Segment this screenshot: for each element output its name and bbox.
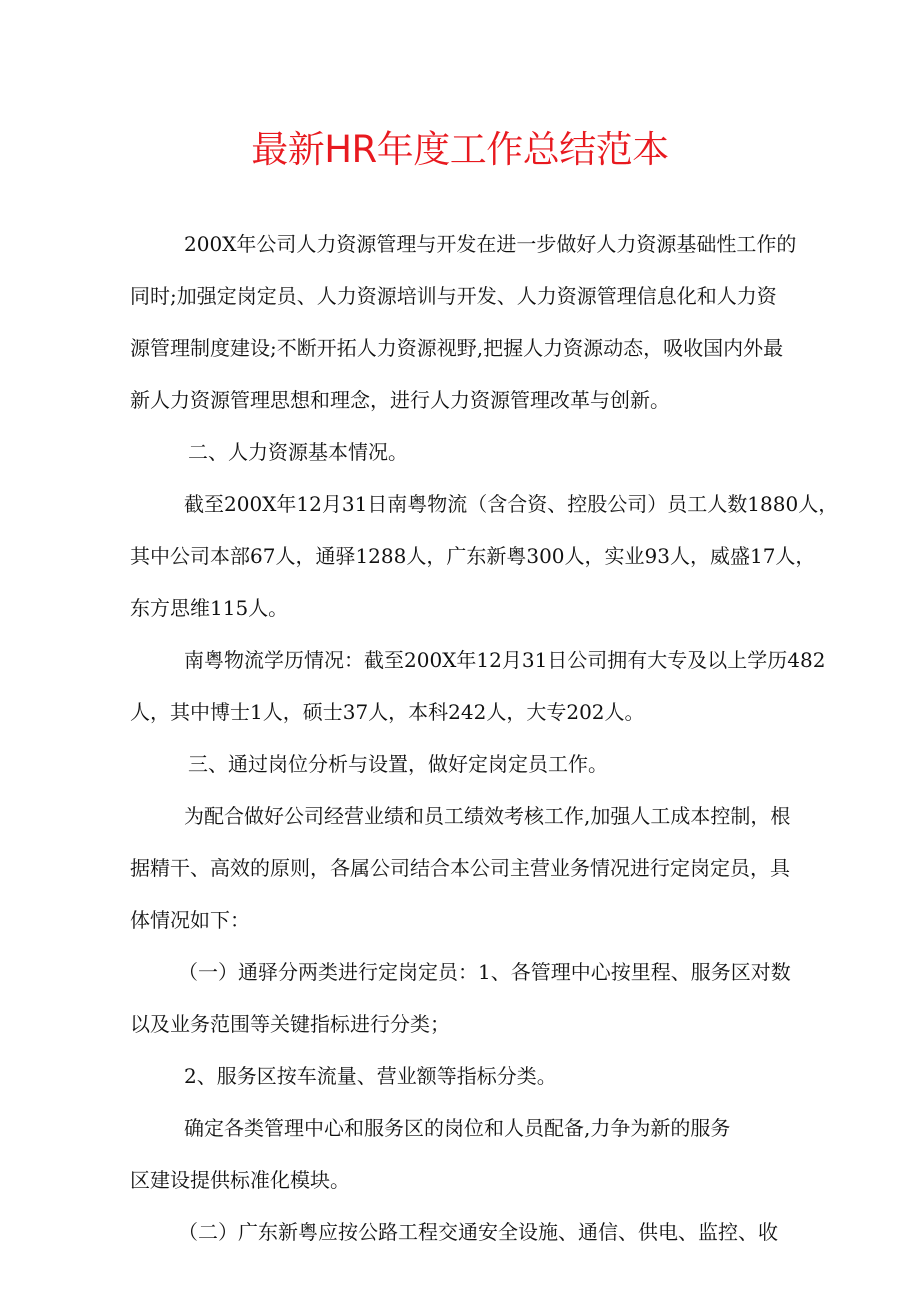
paragraph-tongyi <box>130 946 795 1050</box>
text-line: 人，其中博士1人，硕士37人，本科242人，大专202人。 <box>130 700 645 724</box>
section-heading-basic-info <box>130 426 795 478</box>
text-line: 据精干、高效的原则，各属公司结合本公司主营业务情况进行定岗定员，具 <box>130 856 790 880</box>
text-line: 区建设提供标准化模块。 <box>130 1168 350 1192</box>
paragraph-xinyue <box>130 1206 795 1258</box>
text-line: 同时;加强定岗定员、人力资源培训与开发、人力资源管理信息化和人力资 <box>130 284 777 308</box>
text-line: 200X年公司人力资源管理与开发在进一步做好人力资源基础性工作的 <box>184 232 797 256</box>
text-line: 新人力资源管理思想和理念，进行人力资源管理改革与创新。 <box>130 388 670 412</box>
text-line: 三、通过岗位分析与设置，做好定岗定员工作。 <box>188 752 608 776</box>
text-line: （一）通驿分两类进行定岗定员：1、各管理中心按里程、服务区对数 <box>178 960 791 984</box>
paragraph-service-area <box>130 1050 795 1102</box>
text-line: 源管理制度建设;不断开拓人力资源视野,把握人力资源动态，吸收国内外最 <box>130 336 784 360</box>
text-line: 东方思维115人。 <box>130 596 289 620</box>
text-line: 二、人力资源基本情况。 <box>188 440 408 464</box>
text-line: 以及业务范围等关键指标进行分类； <box>130 1012 450 1036</box>
paragraph-intro <box>130 218 795 426</box>
paragraph-headcount <box>130 478 839 634</box>
text-line: （二）广东新粤应按公路工程交通安全设施、通信、供电、监控、收 <box>178 1220 778 1244</box>
document-body <box>130 218 839 1258</box>
section-heading-positions <box>130 738 795 790</box>
document-title: 最新HR年度工作总结范本 <box>251 128 669 171</box>
text-line: 体情况如下： <box>130 908 250 932</box>
paragraph-standardization <box>130 1102 795 1206</box>
paragraph-staffing <box>130 790 795 946</box>
text-line: 确定各类管理中心和服务区的岗位和人员配备,力争为新的服务 <box>184 1116 731 1140</box>
text-line: 2、服务区按车流量、营业额等指标分类。 <box>184 1064 557 1088</box>
text-line: 为配合做好公司经营业绩和员工绩效考核工作,加强人工成本控制，根 <box>184 804 791 828</box>
paragraph-education <box>130 634 826 738</box>
text-line: 截至200X年12月31日南粤物流（含合资、控股公司）员工人数1880人， <box>184 492 839 516</box>
text-line: 其中公司本部67人，通驿1288人，广东新粤300人，实业93人，威盛17人， <box>130 544 816 568</box>
text-line: 南粤物流学历情况：截至200X年12月31日公司拥有大专及以上学历482 <box>184 648 826 672</box>
